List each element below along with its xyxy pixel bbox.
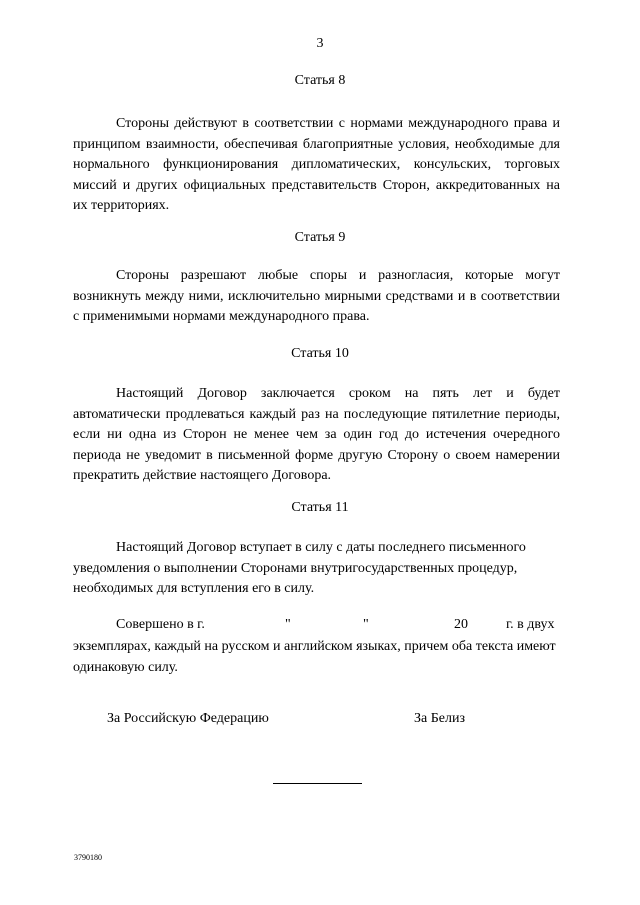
- done-at-rest: экземплярах, каждый на русском и английском языках, причем оба текста имеют одинаковую силу.: [73, 639, 556, 675]
- document-code: 3790180: [74, 853, 102, 862]
- article-9-heading: Статья 9: [294, 230, 346, 245]
- done-at-after-year: г. в двух: [506, 617, 555, 632]
- done-at-quote-open: ": [285, 617, 291, 632]
- article-11-heading: Статья 11: [291, 500, 349, 515]
- article-8-heading: Статья 8: [294, 73, 346, 88]
- signatory-belize: За Белиз: [414, 711, 465, 726]
- closing-rule: [273, 783, 362, 784]
- done-at-quote-close: ": [363, 617, 369, 632]
- done-at-year: 20: [454, 617, 468, 632]
- article-8-text: Стороны действуют в соответствии с нормами международного права и принципом взаимности, обеспечивая благоприятные условия, необходимые для нормального функционирования дипломатических, консульских, торговых миссий и других официальных представительств Сторон, аккредитованных на их территориях.: [73, 116, 560, 214]
- article-10-text: Настоящий Договор заключается сроком на пять лет и будет автоматически продлеваться каждый раз на последующие пятилетние периоды, если ни одна из Сторон не менее чем за один год до истечения очередного периода не уведомит в письменной форме другую Сторону о своем намерении прекратить действие настоящего Договора.: [73, 386, 560, 484]
- done-at-prefix: Совершено в г.: [116, 617, 205, 632]
- done-at-line: [73, 617, 560, 637]
- article-10-heading: Статья 10: [291, 346, 349, 361]
- article-9-text: Стороны разрешают любые споры и разногласия, которые могут возникнуть между ними, исключительно мирными средствами и в соответствии с применимыми нормами международного права.: [73, 268, 560, 325]
- article-11-text: Настоящий Договор вступает в силу с даты последнего письменного уведомления о выполнении Сторонами внутригосударственных процедур, необходимых для вступления его в силу.: [73, 540, 526, 597]
- page-number: 3: [316, 36, 324, 51]
- signatory-russian-federation: За Российскую Федерацию: [107, 711, 269, 726]
